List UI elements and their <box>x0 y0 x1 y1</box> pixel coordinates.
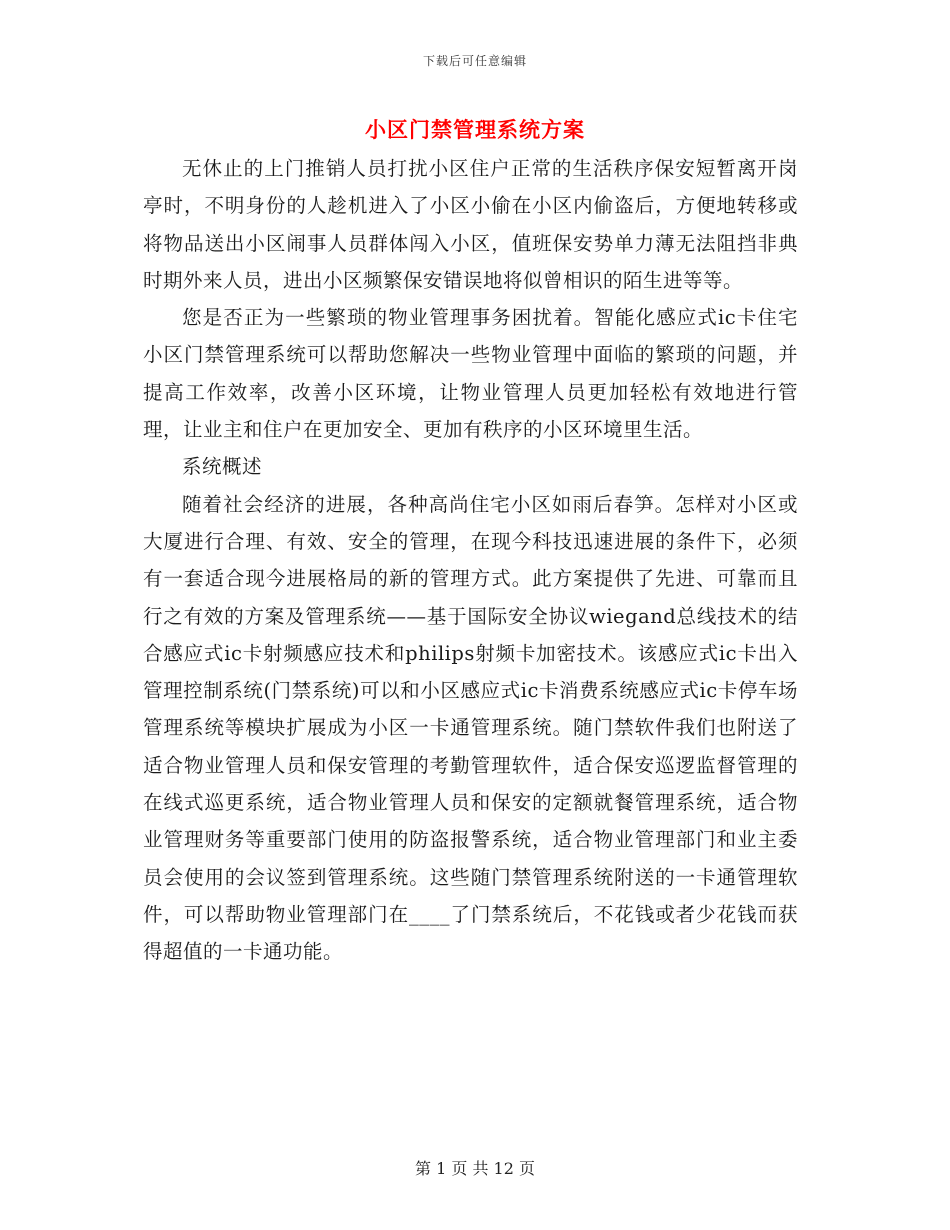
page-footer: 第 1 页 共 12 页 <box>415 1159 535 1178</box>
paragraph-intro: 无休止的上门推销人员打扰小区住户正常的生活秩序保安短暂离开岗亭时，不明身份的人趁机进入了小区小偷在小区内偷盗后，方便地转移或将物品送出小区闹事人员群体闯入小区，值班保安势单力薄无法阻挡非典时期外来人员，进出小区频繁保安错误地将似曾相识的陌生进等等。 <box>143 157 798 292</box>
page-header-note: 下载后可任意编辑 <box>422 54 527 68</box>
paragraph-benefits: 您是否正为一些繁琐的物业管理事务困扰着。智能化感应式ic卡住宅小区门禁管理系统可以帮助您解决一些物业管理中面临的繁琐的问题，并提高工作效率，改善小区环境，让物业管理人员更加轻松有效地进行管理，让业主和住户在更加安全、更加有秩序的小区环境里生活。 <box>143 306 798 442</box>
section-heading-overview: 系统概述 <box>182 455 263 479</box>
document-title: 小区门禁管理系统方案 <box>365 117 585 142</box>
paragraph-overview: 随着社会经济的进展，各种高尚住宅小区如雨后春笋。怎样对小区或大厦进行合理、有效、安全的管理，在现今科技迅速进展的条件下，必须有一套适合现今进展格局的新的管理方式。此方案提供了先进、可靠而且行之有效的方案及管理系统——基于国际安全协议wiegand总线技术的结合感应式ic卡射频感应技术和philips射频卡加密技术。该感应式ic卡出入管理控制系统(门禁系统)可以和小区感应式ic卡消费系统感应式ic卡停车场管理系统等模块扩展成为小区一卡通管理系统。随门禁软件我们也附送了适合物业管理人员和保安管理的考勤管理软件，适合保安巡逻监督管理的在线式巡更系统，适合物业管理人员和保安的定额就餐管理系统，适合物业管理财务等重要部门使用的防盗报警系统，适合物业管理部门和业主委员会使用的会议签到管理系统。这些随门禁管理系统附送的一卡通管理软件，可以帮助物业管理部门在____了门禁系统后，不花钱或者少花钱而获得超值的一卡通功能。 <box>143 492 798 964</box>
document-body <box>143 150 798 971</box>
